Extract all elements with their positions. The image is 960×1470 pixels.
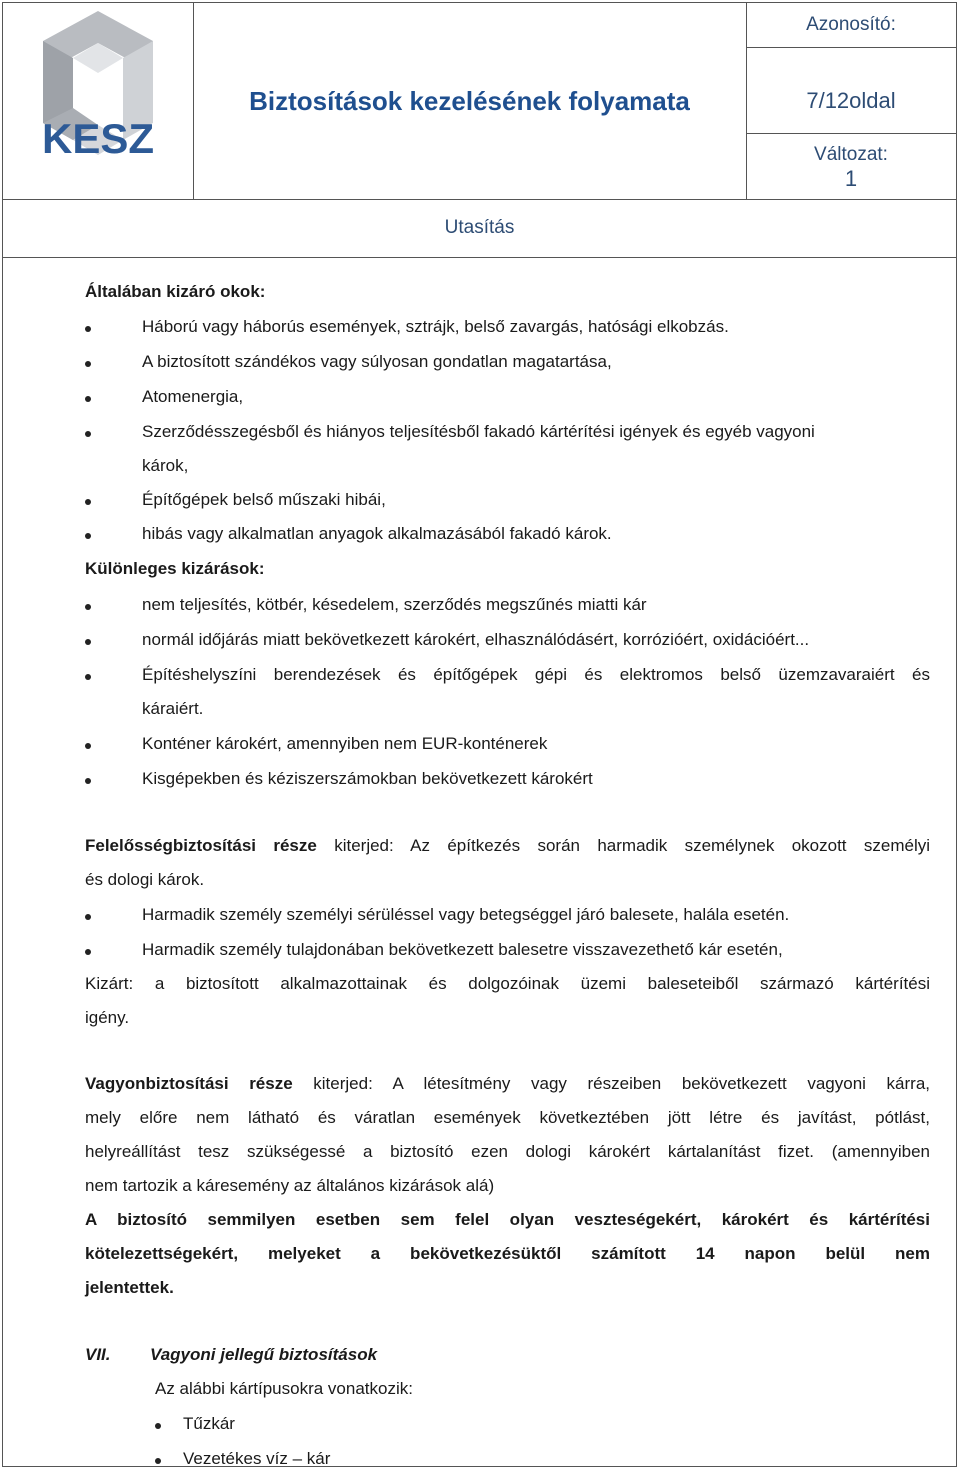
liability-paragraph-line: Felelősségbiztosítási része kiterjed: Az építkezés során harmadik személynek okozott személyi — [85, 836, 931, 855]
property-bold-line: jelentettek. — [85, 1278, 174, 1297]
logo-cell — [3, 3, 194, 199]
general-exclusions-heading: Általában kizáró okok: — [85, 282, 266, 301]
logo-text: KESZ — [41, 115, 155, 162]
version-cell — [746, 133, 956, 199]
property-bold-line: A biztosító semmilyen esetben sem felel olyan veszteségekért, károkért és kártérítési — [85, 1210, 930, 1229]
identifier-label: Azonosító: — [746, 3, 956, 48]
section-intro: Az alábbi kártípusokra vonatkozik: — [155, 1379, 413, 1398]
list-item-continuation: károk, — [142, 456, 189, 475]
version-label: Változat: — [814, 144, 888, 165]
company-logo — [3, 3, 193, 199]
section-label: Utasítás — [3, 199, 956, 258]
header-meta — [746, 3, 956, 199]
property-paragraph-line: nem tartozik a káresemény az általános kizárások alá) — [85, 1176, 495, 1195]
property-paragraph-line: helyreállítást tesz szükségessé a biztosító ezen dologi károkért kártalanítást fizet. (amennyiben — [85, 1142, 930, 1161]
document-title: Biztosítások kezelésének folyamata — [193, 3, 747, 199]
version-number: 1 — [844, 166, 858, 191]
section-number: VII. — [85, 1345, 111, 1364]
property-paragraph-line: mely előre nem látható és váratlan események következtében jött létre és javítást, pótlást, — [85, 1108, 930, 1127]
header-row — [3, 3, 956, 200]
property-paragraph-line: Vagyonbiztosítási része kiterjed: A létesítmény vagy részeiben bekövetkezett vagyoni kárra, — [85, 1074, 930, 1093]
exclusion-paragraph-line: Kizárt: a biztosított alkalmazottainak és dolgozóinak üzemi baleseteiből származó kártérítési — [85, 974, 930, 993]
section-title: Vagyoni jellegű biztosítások — [150, 1345, 378, 1364]
list-item-continuation: káraiért. — [142, 699, 204, 718]
exclusion-paragraph-line: igény. — [85, 1008, 130, 1027]
liability-paragraph-line: és dologi károk. — [85, 870, 205, 889]
page-number: 7/12oldal — [746, 47, 956, 134]
property-bold-line: kötelezettségekért, melyeket a bekövetkezésüktől számított 14 napon belül nem — [85, 1244, 930, 1263]
special-exclusions-heading: Különleges kizárások: — [85, 559, 265, 578]
